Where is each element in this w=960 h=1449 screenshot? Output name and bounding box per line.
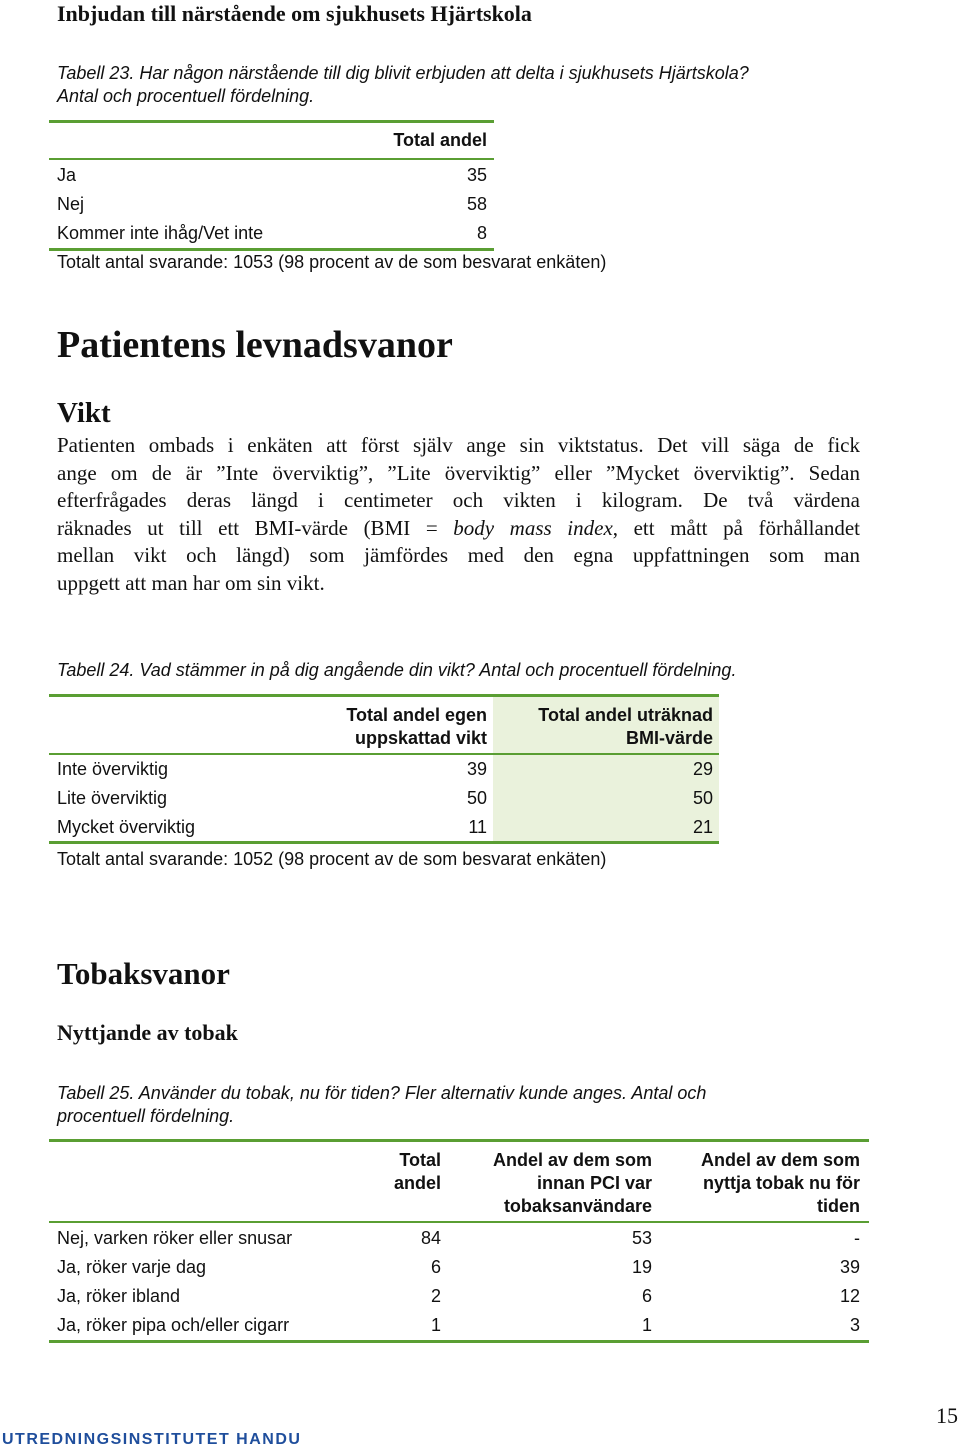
subsection-title-nyttjande: Nyttjande av tobak (57, 1020, 238, 1045)
paragraph-line: efterfrågades deras längd i centimeter och vikten i kilogram. De två värdena (57, 488, 860, 512)
header-line: innan PCI var (536, 1173, 652, 1193)
section-title-hjartskola: Inbjudan till närstående om sjukhusets Hjärtskola (57, 1, 532, 26)
header-line: andel (393, 1173, 441, 1193)
row-value: 6 (430, 1257, 441, 1277)
table23 (49, 120, 494, 250)
table-row (49, 813, 719, 842)
row-value: 58 (466, 194, 487, 214)
header-line: BMI-värde (625, 728, 713, 748)
row-value: 50 (466, 788, 487, 808)
paragraph-text: , ett mått på förhållandet (612, 515, 860, 540)
row-value: 84 (420, 1228, 441, 1248)
section-title-tobaksvanor: Tobaksvanor (57, 956, 230, 991)
header-line: Total andel egen (346, 705, 487, 725)
table24-note: Totalt antal svarande: 1052 (98 procent av de som besvarat enkäten) (57, 849, 607, 869)
table25 (49, 1139, 869, 1343)
vikt-paragraph (57, 432, 860, 597)
paragraph-line: uppgett att man har om sin vikt. (57, 570, 325, 595)
paragraph-line (57, 515, 860, 543)
row-value: 39 (466, 759, 487, 779)
row-value: 3 (849, 1315, 860, 1335)
row-label: Kommer inte ihåg/Vet inte (57, 223, 264, 243)
row-value: 2 (430, 1286, 441, 1306)
paragraph-line: mellan vikt och längd) som jämfördes med den egna uppfattningen som man (57, 543, 860, 567)
table25-top-rule (49, 1139, 869, 1142)
row-value: 53 (631, 1228, 652, 1248)
header-line: Total andel uträknad (538, 705, 713, 725)
row-label: Ja, röker pipa och/eller cigarr (57, 1315, 290, 1335)
table-row (49, 190, 494, 219)
paragraph-text: räknades ut till ett BMI-värde (BMI = (57, 515, 454, 540)
row-label: Nej (57, 194, 85, 214)
page-number: 15 (936, 1403, 958, 1428)
paragraph-line: Patienten ombads i enkäten att först själv ange sin viktstatus. Det vill säga de fick (57, 433, 860, 457)
table23-note: Totalt antal svarande: 1053 (98 procent av de som besvarat enkäten) (57, 252, 607, 272)
table-row (49, 1253, 869, 1282)
table25-header-innan-pci (449, 1149, 652, 1218)
table-row (49, 161, 494, 190)
table-row (49, 219, 494, 248)
table23-caption-line1: Tabell 23. Har någon närstående till dig blivit erbjuden att delta i sjukhusets Hjärtskola? (57, 63, 749, 83)
row-label: Inte överviktig (57, 759, 169, 779)
header-line: Andel av dem som (492, 1150, 652, 1170)
header-line: tiden (817, 1196, 860, 1216)
header-line: tobaksanvändare (503, 1196, 652, 1216)
row-label: Ja, röker varje dag (57, 1257, 207, 1277)
row-value: 29 (692, 759, 713, 779)
row-label: Ja, röker ibland (57, 1286, 181, 1306)
table23-header-rule (49, 158, 494, 160)
header-line: Andel av dem som (700, 1150, 860, 1170)
table25-header-nu (659, 1149, 860, 1218)
row-value: 8 (476, 223, 487, 243)
row-label: Nej, varken röker eller snusar (57, 1228, 293, 1248)
header-line: nyttja tobak nu för (703, 1173, 860, 1193)
table25-caption-line1: Tabell 25. Använder du tobak, nu för tiden? Fler alternativ kunde anges. Antal och (57, 1083, 707, 1103)
row-value: 12 (839, 1286, 860, 1306)
table-row (49, 1282, 869, 1311)
table23-header-total: Total andel (393, 130, 487, 150)
table25-caption (57, 1082, 917, 1128)
paragraph-line: ange om de är ”Inte överviktig”, ”Lite överviktig” eller ”Mycket överviktig”. Sedan (57, 460, 860, 485)
row-value: 11 (468, 817, 487, 837)
table24-top-rule (49, 694, 719, 697)
table25-header-rule (49, 1221, 869, 1223)
header-line: uppskattad vikt (354, 728, 487, 748)
header-line: Total (399, 1150, 441, 1170)
row-value: 19 (631, 1257, 652, 1277)
subsection-title-vikt: Vikt (57, 397, 111, 429)
section-title-levnadsvanor: Patientens levnadsvanor (57, 324, 453, 366)
table24-header-bmi (499, 704, 713, 750)
row-value: - (854, 1228, 860, 1248)
row-value: 21 (692, 817, 713, 837)
table24-caption: Tabell 24. Vad stämmer in på dig angående din vikt? Antal och procentuell fördelning. (57, 660, 737, 680)
table-row (49, 755, 719, 784)
table23-caption-line2: Antal och procentuell fördelning. (57, 86, 315, 106)
table25-bottom-rule (49, 1340, 869, 1343)
table25-caption-line2: procentuell fördelning. (57, 1106, 235, 1126)
row-label: Ja (57, 165, 77, 185)
row-value: 35 (466, 165, 487, 185)
table-row (49, 1311, 869, 1340)
row-value: 1 (430, 1315, 441, 1335)
row-value: 39 (839, 1257, 860, 1277)
table-row (49, 784, 719, 813)
table-row (49, 1224, 869, 1253)
table24-bottom-rule (49, 841, 719, 844)
row-label: Mycket överviktig (57, 817, 196, 837)
table25-header-total (349, 1149, 441, 1195)
table23-caption (57, 62, 917, 108)
paragraph-emphasis: body mass index (453, 515, 613, 540)
row-value: 50 (692, 788, 713, 808)
table24 (49, 694, 719, 844)
table23-top-rule (49, 120, 494, 123)
row-value: 1 (641, 1315, 652, 1335)
row-value: 6 (641, 1286, 652, 1306)
row-label: Lite överviktig (57, 788, 168, 808)
footer-brand-logo: UTREDNINGSINSTITUTET HANDU (2, 1431, 302, 1448)
table24-header-egen (279, 704, 487, 750)
